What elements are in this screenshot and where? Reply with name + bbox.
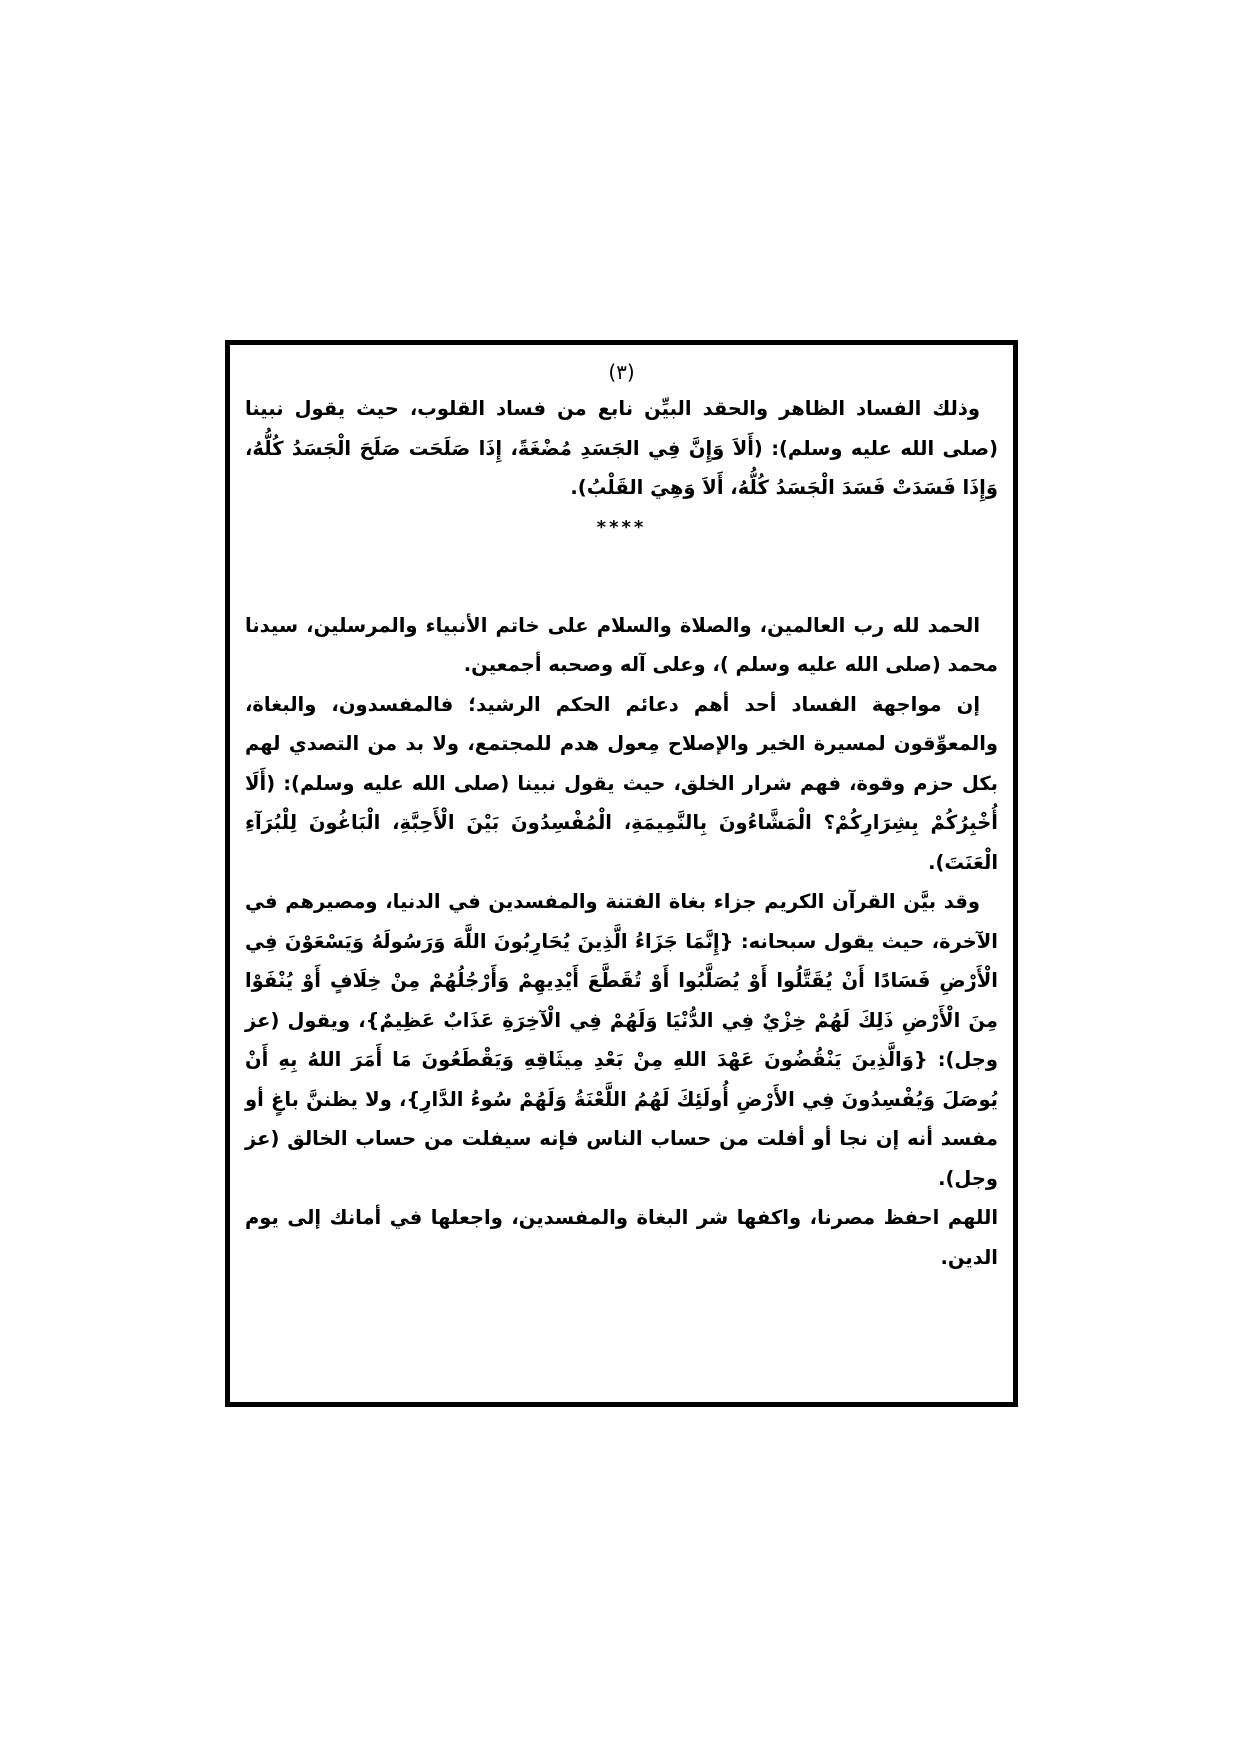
paragraph-corruption-hearts: وذلك الفساد الظاهر والحقد البيِّن نابع من فساد القلوب، حيث يقول نبينا (صلى الله عليه وسلم): (أَلاَ وَإِنَّ فِي الجَسَدِ مُضْغَةً، إِذَا صَلَحَت صَلَحَ الْجَسَدُ كُلُّهُ، وَإِذَا فَسَدَتْ فَسَدَ الْجَسَدُ كُلُّهُ، أَلاَ وَهِيَ القَلْبُ). <box>245 397 998 499</box>
paragraph-praise: الحمد لله رب العالمين، والصلاة والسلام على خاتم الأنبياء والمرسلين، سيدنا محمد (صلى الله عليه وسلم )، وعلى آله وصحبه أجمعين. <box>245 613 998 676</box>
paragraph-confronting-corruption: إن مواجهة الفساد أحد أهم دعائم الحكم الرشيد؛ فالمفسدون، والبغاة، والمعوِّقون لمسيرة الخير والإصلاح مِعول هدم للمجتمع، ولا بد من التصدي لهم بكل حزم وقوة، فهم شرار الخلق، حيث يقول نبينا (صلى الله عليه وسلم): (أَلَا أُخْبِرُكُمْ بِشِرَارِكُمْ؟ الْمَشَّاءُونَ بِالنَّمِيمَةِ، الْمُفْسِدُونَ بَيْنَ الْأَحِبَّةِ، الْبَاغُونَ لِلْبُرَآءِ الْعَنَتَ). <box>245 692 998 874</box>
paragraph-quran-punishment: وقد بيَّن القرآن الكريم جزاء بغاة الفتنة والمفسدين في الدنيا، ومصيرهم في الآخرة، حيث يقول سبحانه: {إِنَّمَا جَزَاءُ الَّذِينَ يُحَارِبُونَ اللَّهَ وَرَسُولَهُ وَيَسْعَوْنَ فِي الْأَرْضِ فَسَادًا أَنْ يُقَتَّلُوا أَوْ يُصَلَّبُوا أَوْ تُقَطَّعَ أَيْدِيهِمْ وَأَرْجُلُهُمْ مِنْ خِلَافٍ أَوْ يُنْفَوْا مِنَ الْأَرْضِ ذَلِكَ لَهُمْ خِزْيٌ فِي الدُّنْيَا وَلَهُمْ فِي الْآخِرَةِ عَذَابٌ عَظِيمٌ}، ويقول (عز وجل): {وَالَّذِينَ يَنْقُضُونَ عَهْدَ اللهِ مِنْ بَعْدِ مِيثَاقِهِ وَيَقْطَعُونَ مَا أَمَرَ اللهُ بِهِ أَنْ يُوصَلَ وَيُفْسِدُونَ فِي الأَرْضِ أُولَئِكَ لَهُمُ اللَّعْنَةُ وَلَهُمْ سُوءُ الدَّارِ}، ولا يظننَّ باغٍ أو مفسد أنه إن نجا أو أفلت من حساب الناس فإنه سيفلت من حساب الخالق (عز وجل). <box>245 890 998 1190</box>
page-number: (٣) <box>608 360 635 384</box>
closing-prayer: اللهم احفظ مصرنا، واكفها شر البغاة والمفسدين، واجعلها في أمانك إلى يوم الدين. <box>245 1206 998 1269</box>
page-content <box>245 355 998 1277</box>
section-separator: **** <box>596 516 647 538</box>
page-frame <box>225 340 1018 1407</box>
section-spacer <box>245 548 998 606</box>
